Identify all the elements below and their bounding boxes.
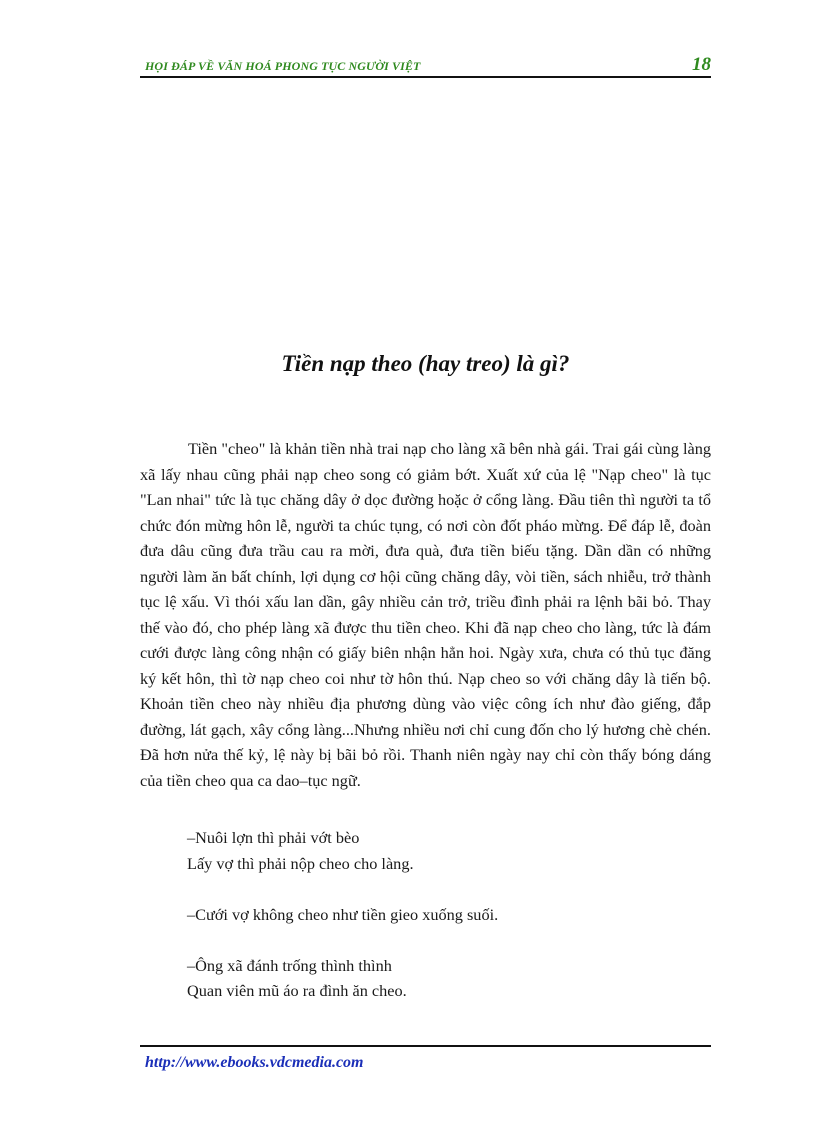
footer-link[interactable]: http://www.ebooks.vdcmedia.com xyxy=(145,1054,364,1071)
page-number: 18 xyxy=(692,54,711,75)
verse-line: Quan viên mũ áo ra đình ăn cheo. xyxy=(187,981,407,1000)
verse-line: Lấy vợ thì phải nộp cheo cho làng. xyxy=(187,853,414,873)
article-title: Tiền nạp theo (hay treo) là gì? xyxy=(281,351,570,376)
verse-line: –Ông xã đánh trống thình thình xyxy=(187,955,392,975)
article-paragraph: Tiền "cheo" là khản tiền nhà trai nạp cho làng xã bên nhà gái. Trai gái cùng làng xã lấy nhau cũng phải nạp cheo song có giảm bớt. Xuất xứ của lệ "Nạp cheo" là tục "Lan nhai" tức là tục chăng dây ở dọc đường hoặc ở cổng làng. Đầu tiên thì người ta tổ chức đón mừng hôn lễ, người ta chúc tụng, có nơi còn đốt pháo mừng. Để đáp lễ, đoàn đưa dâu cũng đưa trầu cau ra mời, đưa quà, đưa tiền biếu tặng. Dần dần có những người làm ăn bất chính, lợi dụng cơ hội cũng chăng dây, vòi tiền, sách nhiễu, trở thành tục lệ xấu. Vì thói xấu lan dần, gây nhiều cản trở, triều đình phải ra lệnh bãi bỏ. Thay thế vào đó, cho phép làng xã được thu tiền cheo. Khi đã nạp cheo cho làng, tức là đám cưới được làng công nhận có giấy biên nhận hẳn hoi. Ngày xưa, chưa có thủ tục đăng ký kết hôn, thì tờ nạp cheo coi như tờ hôn thú. Nạp cheo so với chăng dây là tiến bộ. Khoản tiền cheo này nhiều địa phương dùng vào việc công ích như đào giếng, đắp đường, lát gạch, xây cổng làng...Nhưng nhiều nơi chỉ cung đốn cho lý hương chè chén. Đã hơn nửa thế kỷ, lệ này bị bãi bỏ rồi. Thanh niên ngày nay chỉ còn thấy bóng dáng của tiền cheo qua ca dao–tục ngữ. xyxy=(140,439,711,790)
verse-3 xyxy=(187,953,498,1004)
header-divider xyxy=(140,76,711,78)
header-book-title: HỌI ĐÁP VỀ VĂN HOÁ PHONG TỤC NGƯỜI VIỆT xyxy=(145,59,421,73)
verse-line: –Cưới vợ không cheo như tiền gieo xuống suối. xyxy=(187,904,499,924)
verse-2 xyxy=(187,902,498,928)
footer-divider xyxy=(140,1045,711,1047)
verse-1 xyxy=(187,825,498,876)
article-body xyxy=(140,436,711,793)
verse-list xyxy=(187,825,498,1004)
verse-line: –Nuôi lợn thì phải vớt bèo xyxy=(187,828,360,847)
